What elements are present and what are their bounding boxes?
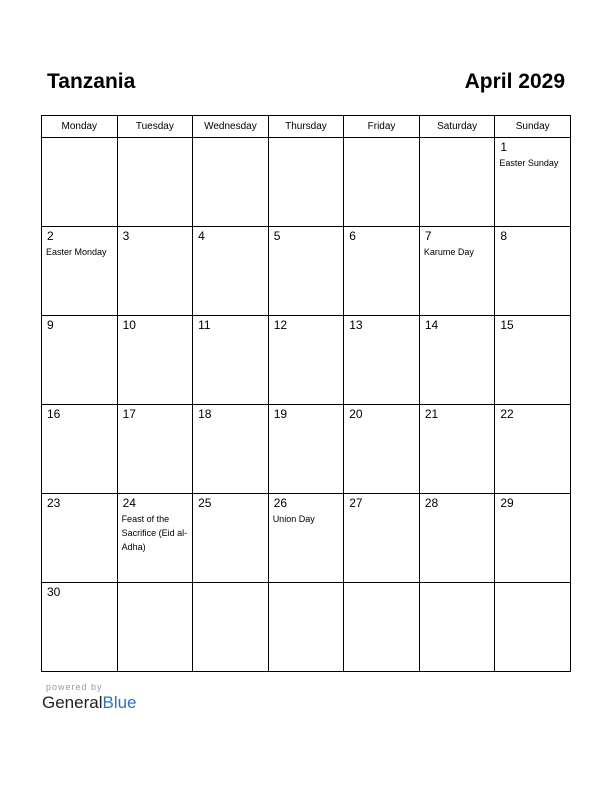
brand-general-text: General <box>42 693 103 712</box>
day-cell <box>344 494 420 583</box>
holiday-label: Karume Day <box>423 247 474 257</box>
day-cell <box>495 316 571 405</box>
day-cell <box>495 583 571 672</box>
day-cell <box>42 138 118 227</box>
day-number: 3 <box>122 229 130 243</box>
month-title: April 2029 <box>464 70 565 93</box>
day-cell <box>344 405 420 494</box>
day-cell <box>42 583 118 672</box>
day-number: 27 <box>349 496 363 510</box>
day-cell <box>193 227 269 316</box>
day-number: 20 <box>349 407 363 421</box>
day-cell <box>268 227 344 316</box>
weekday-header-row <box>42 116 571 138</box>
day-cell <box>117 405 193 494</box>
day-cell <box>419 138 495 227</box>
powered-by-label: powered by <box>46 682 103 692</box>
day-cell <box>344 583 420 672</box>
day-number: 29 <box>500 496 514 510</box>
day-number: 23 <box>47 496 61 510</box>
week-row <box>42 583 571 672</box>
calendar-body <box>42 138 571 672</box>
day-number: 15 <box>500 318 514 332</box>
day-number: 24 <box>122 496 136 510</box>
day-number: 16 <box>47 407 61 421</box>
week-row <box>42 316 571 405</box>
day-number: 26 <box>273 496 288 510</box>
day-number: 9 <box>47 318 54 332</box>
holiday-label: Easter Sunday <box>499 158 559 168</box>
day-number: 12 <box>273 318 288 332</box>
day-cell <box>193 405 269 494</box>
day-number: 25 <box>198 496 212 510</box>
day-cell <box>419 494 495 583</box>
week-row <box>42 138 571 227</box>
day-number: 21 <box>424 407 439 421</box>
day-number: 11 <box>198 318 211 332</box>
day-number: 1 <box>500 140 508 154</box>
weekday-header: Thursday <box>268 116 344 138</box>
day-number: 8 <box>500 229 508 243</box>
day-number: 30 <box>47 585 61 599</box>
holiday-label: Easter Monday <box>46 247 107 257</box>
day-number: 2 <box>47 229 54 243</box>
holiday-label: Feast of the Sacrifice (Eid al-Adha) <box>121 514 188 552</box>
day-cell <box>268 138 344 227</box>
day-cell <box>193 316 269 405</box>
day-cell <box>193 494 269 583</box>
day-number: 7 <box>424 229 432 243</box>
day-cell <box>117 494 193 583</box>
day-cell <box>419 316 495 405</box>
day-number: 14 <box>424 318 439 332</box>
day-cell <box>419 405 495 494</box>
day-number: 18 <box>198 407 212 421</box>
day-cell <box>344 316 420 405</box>
weekday-header: Wednesday <box>193 116 269 138</box>
day-cell <box>268 583 344 672</box>
brand-blue-text: Blue <box>102 693 137 712</box>
weekday-header: Friday <box>344 116 420 138</box>
weekday-header: Saturday <box>419 116 495 138</box>
day-number: 10 <box>122 318 136 332</box>
day-cell <box>344 227 420 316</box>
day-number: 6 <box>349 229 356 243</box>
day-cell <box>419 583 495 672</box>
day-cell <box>42 227 118 316</box>
day-cell <box>42 494 118 583</box>
day-cell <box>495 227 571 316</box>
week-row <box>42 405 571 494</box>
day-number: 13 <box>349 318 363 332</box>
day-number: 19 <box>273 407 288 421</box>
day-cell <box>268 316 344 405</box>
day-number: 28 <box>424 496 439 510</box>
weekday-header: Tuesday <box>117 116 193 138</box>
day-cell <box>117 138 193 227</box>
week-row <box>42 494 571 583</box>
country-title: Tanzania <box>47 70 136 93</box>
generalblue-logo[interactable] <box>42 693 137 713</box>
day-number: 17 <box>122 407 136 421</box>
day-cell <box>495 405 571 494</box>
day-cell <box>193 138 269 227</box>
weekday-header: Sunday <box>495 116 571 138</box>
day-cell <box>344 138 420 227</box>
calendar-header <box>41 70 571 98</box>
day-cell <box>193 583 269 672</box>
day-number: 4 <box>198 229 205 243</box>
day-cell <box>42 405 118 494</box>
day-number: 5 <box>273 229 281 243</box>
day-number: 22 <box>500 407 514 421</box>
day-cell <box>419 227 495 316</box>
day-cell <box>117 316 193 405</box>
day-cell <box>495 494 571 583</box>
week-row <box>42 227 571 316</box>
holiday-label: Union Day <box>272 514 315 524</box>
day-cell <box>117 583 193 672</box>
weekday-header: Monday <box>42 116 118 138</box>
day-cell <box>117 227 193 316</box>
day-cell <box>268 494 344 583</box>
calendar-grid <box>41 115 571 672</box>
day-cell <box>495 138 571 227</box>
day-cell <box>42 316 118 405</box>
day-cell <box>268 405 344 494</box>
